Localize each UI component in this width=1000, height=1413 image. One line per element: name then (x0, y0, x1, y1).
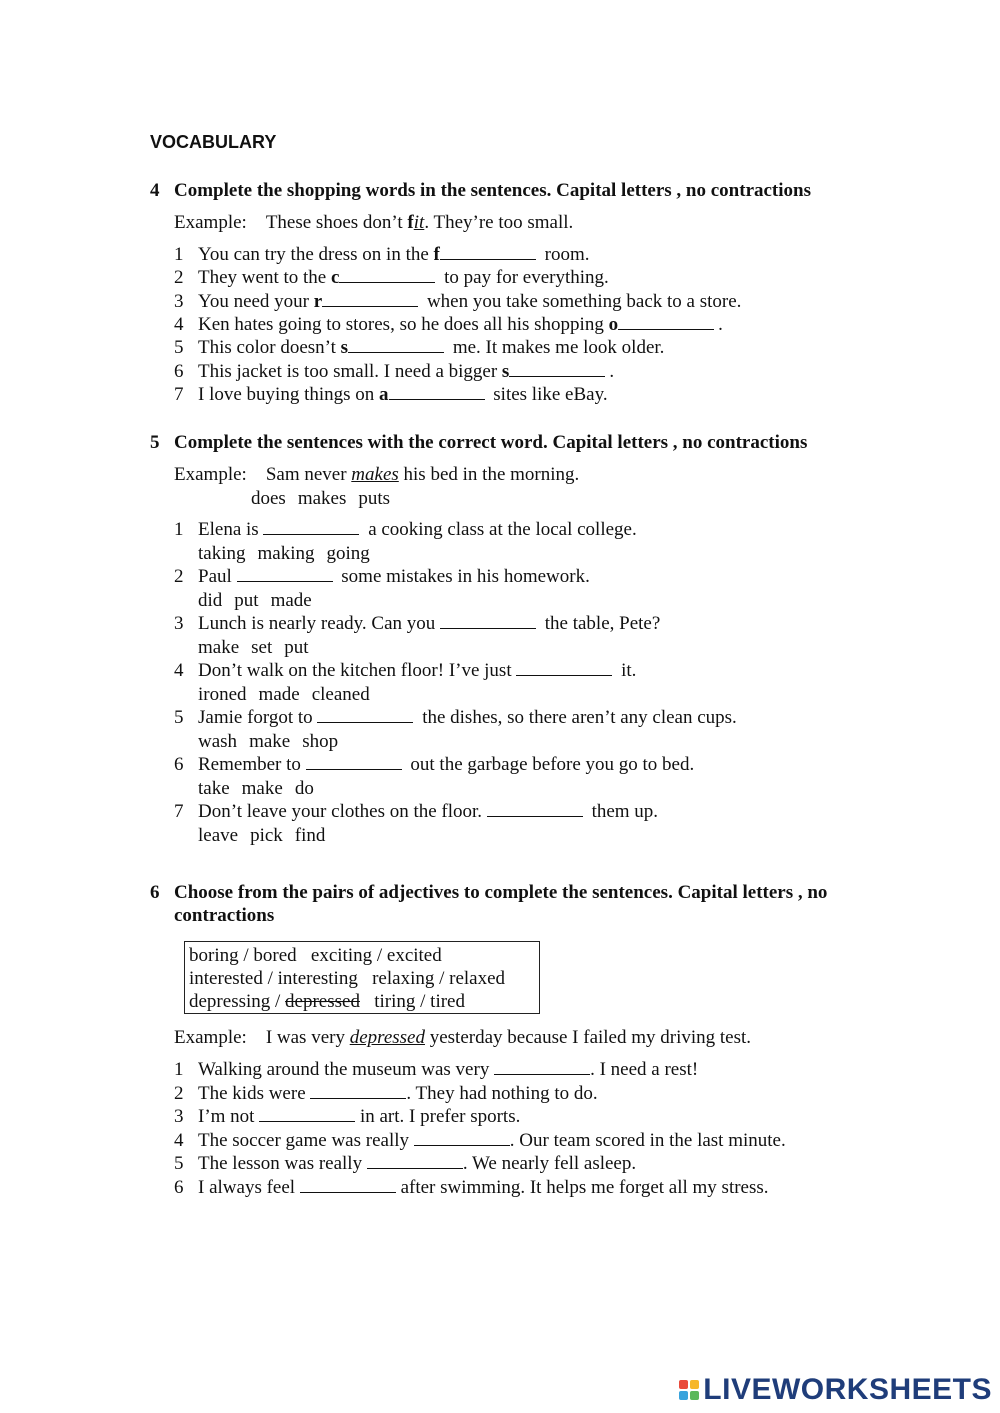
exercise-6-item: 1 Walking around the museum was very . I need a rest! (174, 1059, 699, 1080)
exercise-4-title: 4 Complete the shopping words in the sentences. Capital letters , no contractions (150, 180, 812, 201)
word-option: make (241, 778, 283, 799)
adjective-row: boring / bored exciting / excited (189, 945, 442, 966)
word-option: wash (198, 731, 238, 752)
exercise-6-title: 6 Choose from the pairs of adjectives to complete the sentences. Capital letters , no (150, 882, 828, 903)
exercise-6-item: 5 The lesson was really . We nearly fell asleep. (174, 1153, 637, 1174)
exercise-5-options (198, 636, 321, 659)
word-option: shop (302, 731, 339, 752)
word-option: take (198, 778, 230, 799)
answer-blank[interactable] (389, 383, 485, 400)
word-option: leave (198, 825, 239, 846)
answer-blank[interactable] (300, 1176, 396, 1193)
exercise-4-item: 2 They went to the c to pay for everything. (174, 267, 609, 289)
answer-blank[interactable] (322, 290, 418, 307)
word-option: made (270, 590, 312, 611)
answer-blank[interactable] (509, 360, 605, 377)
exercise-4-item: 1 You can try the dress on in the f room. (174, 244, 590, 265)
exercise-4-item: 5 This color doesn’t s me. It makes me look older. (174, 337, 665, 359)
exercise-6-example: Example: I was very depressed yesterday because I failed my driving test. (174, 1027, 752, 1048)
word-option: set (251, 637, 273, 658)
adjective-row: interested / interesting relaxing / relaxed (189, 968, 506, 989)
answer-blank[interactable] (259, 1105, 355, 1122)
exercise-5-title: 5 Complete the sentences with the correct word. Capital letters , no contractions (150, 432, 808, 453)
answer-blank[interactable] (516, 659, 612, 676)
word-option: going (326, 543, 370, 564)
answer-blank[interactable] (440, 612, 536, 629)
exercise-5-item: 6 Remember to out the garbage before you go to bed. (174, 754, 695, 775)
answer-blank[interactable] (339, 266, 435, 283)
exercise-6-title-continued: contractions (174, 905, 275, 926)
exercise-6-item: 4 The soccer game was really . Our team scored in the last minute. (174, 1129, 786, 1151)
word-option: do (294, 778, 314, 799)
word-option: cleaned (311, 684, 370, 705)
exercise-5-options (198, 777, 326, 800)
exercise-5-options (198, 824, 337, 847)
answer-blank[interactable] (494, 1058, 590, 1075)
exercise-5-item: 2 Paul some mistakes in his homework. (174, 566, 590, 587)
answer-blank[interactable] (237, 565, 333, 582)
word-option: put (284, 637, 309, 658)
example-answer: makes (351, 464, 399, 485)
word-option: did (198, 590, 223, 611)
logo-text: LIVEWORKSHEETS (703, 1373, 992, 1406)
exercise-5-item: 3 Lunch is nearly ready. Can you the table, Pete? (174, 613, 661, 634)
exercise-5-options (198, 683, 382, 706)
word-option: put (234, 590, 259, 611)
exercise-6-item: 6 I always feel after swimming. It helps me forget all my stress. (174, 1176, 769, 1198)
answer-blank[interactable] (487, 800, 583, 817)
exercise-5-options (198, 542, 382, 565)
answer-blank[interactable] (348, 336, 444, 353)
word-option: find (294, 825, 326, 846)
exercise-5-example-options: does makes puts (251, 488, 391, 509)
struck-word: depressed (285, 991, 360, 1012)
exercise-4-item: 6 This jacket is too small. I need a bigger s . (174, 360, 615, 382)
exercise-6-item: 2 The kids were . They had nothing to do. (174, 1082, 598, 1104)
exercise-6-item: 3 I’m not in art. I prefer sports. (174, 1106, 521, 1127)
word-option: making (257, 543, 315, 564)
adjective-box (184, 941, 540, 1014)
word-option: make (198, 637, 240, 658)
answer-blank[interactable] (310, 1082, 406, 1099)
exercise-5-item: 4 Don’t walk on the kitchen floor! I’ve just it. (174, 660, 637, 681)
answer-blank[interactable] (317, 706, 413, 723)
example-answer: depressed (349, 1027, 425, 1048)
logo-mark-icon (679, 1380, 699, 1400)
exercise-5-item: 7 Don’t leave your clothes on the floor. them up. (174, 801, 659, 822)
exercise-5-item: 1 Elena is a cooking class at the local college. (174, 519, 637, 540)
answer-blank[interactable] (306, 753, 402, 770)
answer-blank[interactable] (440, 243, 536, 260)
exercise-5-item: 5 Jamie forgot to the dishes, so there aren’t any clean cups. (174, 707, 737, 728)
answer-blank[interactable] (367, 1152, 463, 1169)
word-option: pick (250, 825, 283, 846)
liveworksheets-logo (679, 1373, 992, 1407)
word-option: ironed (198, 684, 247, 705)
answer-blank[interactable] (263, 518, 359, 535)
exercise-4-item: 7 I love buying things on a sites like eBay. (174, 383, 608, 405)
adjective-row: depressing / depressed tiring / tired (189, 991, 465, 1012)
answer-blank[interactable] (414, 1129, 510, 1146)
answer-blank[interactable] (618, 313, 714, 330)
word-option: taking (198, 543, 246, 564)
exercise-4-item: 3 You need your r when you take something back to a store. (174, 290, 742, 312)
example-answer: it (413, 212, 425, 233)
section-heading: VOCABULARY (150, 132, 277, 152)
exercise-5-options (198, 589, 324, 612)
exercise-5-options (198, 730, 350, 753)
exercise-5-example: Example: Sam never makes his bed in the morning. (174, 464, 580, 485)
exercise-4-item: 4 Ken hates going to stores, so he does all his shopping o . (174, 313, 723, 335)
word-option: make (249, 731, 291, 752)
word-option: made (258, 684, 300, 705)
exercise-4-example: Example: These shoes don’t fit. They’re too small. (174, 212, 574, 233)
